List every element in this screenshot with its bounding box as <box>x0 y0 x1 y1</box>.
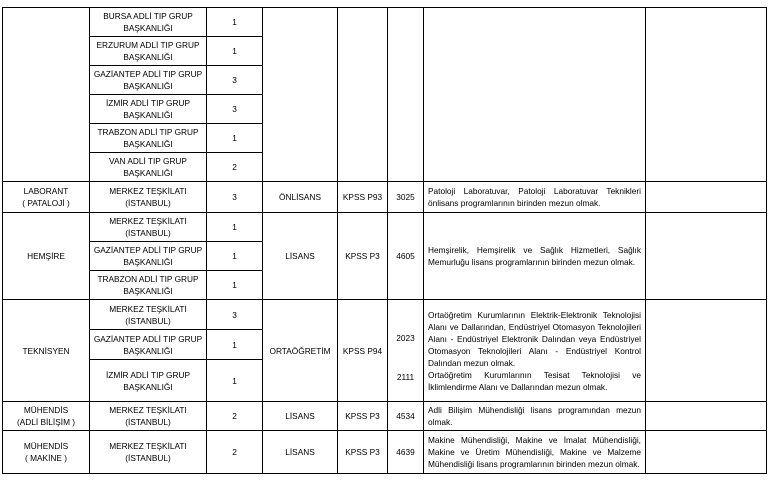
unit-cell: İZMİR ADLİ TIP GRUP BAŞKANLIĞI <box>90 95 207 124</box>
code-cell <box>388 300 424 402</box>
count-cell: 1 <box>207 330 263 360</box>
code-cell: 4639 <box>388 431 424 474</box>
empty-kpss-cell <box>338 8 388 182</box>
count-cell: 1 <box>207 124 263 153</box>
unit-cell: TRABZON ADLİ TIP GRUP BAŞKANLIĞI <box>90 124 207 153</box>
notes-cell <box>646 182 767 213</box>
notes-cell <box>646 402 767 431</box>
count-cell: 3 <box>207 182 263 213</box>
qualification-cell: Adli Bilişim Mühendisliği lisans programından mezun olmak. <box>424 402 646 431</box>
qualification-cell <box>424 300 646 402</box>
position-title <box>3 182 90 213</box>
count-cell: 3 <box>207 300 263 330</box>
muhendis-makine-row <box>3 431 767 474</box>
unit-cell: İZMİR ADLİ TIP GRUP BAŞKANLIĞI <box>90 360 207 402</box>
count-cell: 1 <box>207 213 263 242</box>
code-cell: 3025 <box>388 182 424 213</box>
unit-cell: MERKEZ TEŞKİLATI (İSTANBUL) <box>90 402 207 431</box>
position-title: TEKNİSYEN <box>3 300 90 402</box>
laborant-row <box>3 182 767 213</box>
education-cell: ÖNLİSANS <box>263 182 338 213</box>
count-cell: 1 <box>207 8 263 37</box>
position-title <box>3 431 90 474</box>
position-title: HEMŞİRE <box>3 213 90 300</box>
position-title <box>3 402 90 431</box>
position-title-line1: LABORANT <box>23 186 69 196</box>
education-cell: LİSANS <box>263 431 338 474</box>
unit-cell: TRABZON ADLİ TIP GRUP BAŞKANLIĞI <box>90 271 207 300</box>
qualification-cell: Patoloji Laboratuvar, Patoloji Laboratuvar Teknikleri önlisans programlarının birinden mezun olmak. <box>424 182 646 213</box>
education-cell: LİSANS <box>263 213 338 300</box>
code-2023: 2023 <box>396 333 415 343</box>
education-cell: LİSANS <box>263 402 338 431</box>
code-cell: 4605 <box>388 213 424 300</box>
kpss-cell: KPSS P94 <box>338 300 388 402</box>
count-cell: 2 <box>207 431 263 474</box>
qualification-2023: Ortaöğretim Kurumlarının Elektrik-Elektronik Teknolojisi Alanı ve Dallarından, Endüstriyel Otomasyon Teknolojileri Alanı - Endüstriyel Elektronik Dalından veya Endüstriyel Otomasyon Teknolojileri Alanı - Endüstriyel Kontrol Dalından mezun olmak. <box>428 309 641 368</box>
qualification-cell: Hemşirelik, Hemşirelik ve Sağlık Hizmetleri, Sağlık Memurluğu lisans programlarının birinden mezun olmak. <box>424 213 646 300</box>
table-row <box>3 8 767 37</box>
code-2111: 2111 <box>396 372 415 382</box>
education-cell: ORTAÖĞRETİM <box>263 300 338 402</box>
unit-cell: GAZİANTEP ADLİ TIP GRUP BAŞKANLIĞI <box>90 66 207 95</box>
qualification-cell: Makine Mühendisliği, Makine ve İmalat Mühendisliği, Makine ve Üretim Mühendisliği, Makine ve Malzeme Mühendisliği lisans programlarının birinden mezun olmak. <box>424 431 646 474</box>
position-title-line2: ( MAKİNE ) <box>25 453 67 463</box>
unit-cell: VAN ADLİ TIP GRUP BAŞKANLIĞI <box>90 153 207 182</box>
kpss-cell: KPSS P3 <box>338 213 388 300</box>
notes-cell <box>646 213 767 300</box>
position-title-line1: MÜHENDİS <box>23 405 69 415</box>
count-cell: 1 <box>207 360 263 402</box>
count-cell: 1 <box>207 37 263 66</box>
staff-recruitment-table <box>2 7 767 474</box>
empty-title-cell <box>3 8 90 182</box>
unit-cell: GAZİANTEP ADLİ TIP GRUP BAŞKANLIĞI <box>90 242 207 271</box>
unit-cell: MERKEZ TEŞKİLATI (İSTANBUL) <box>90 213 207 242</box>
unit-cell: GAZİANTEP ADLİ TIP GRUP BAŞKANLIĞI <box>90 330 207 360</box>
count-cell: 1 <box>207 271 263 300</box>
position-title-line1: MÜHENDİS <box>23 441 69 451</box>
code-cell: 4534 <box>388 402 424 431</box>
kpss-cell: KPSS P3 <box>338 402 388 431</box>
position-title-line2: ( PATALOJİ ) <box>22 198 70 208</box>
unit-cell: ERZURUM ADLİ TIP GRUP BAŞKANLIĞI <box>90 37 207 66</box>
qualification-2111: Ortaöğretim Kurumlarının Tesisat Teknolojisi ve İklimlendirme Alanı ve Dallarından mezun olmak. <box>428 369 641 392</box>
empty-notes-cell <box>646 8 767 182</box>
hemsire-row <box>3 213 767 242</box>
count-cell: 3 <box>207 66 263 95</box>
count-cell: 2 <box>207 153 263 182</box>
notes-cell <box>646 300 767 402</box>
position-title-line2: (ADLİ BİLİŞİM ) <box>16 417 76 427</box>
notes-cell <box>646 431 767 474</box>
empty-code-cell <box>388 8 424 182</box>
teknisyen-row <box>3 300 767 330</box>
count-cell: 3 <box>207 95 263 124</box>
kpss-cell: KPSS P93 <box>338 182 388 213</box>
count-cell: 2 <box>207 402 263 431</box>
unit-cell: MERKEZ TEŞKİLATI (İSTANBUL) <box>90 431 207 474</box>
empty-qualification-cell <box>424 8 646 182</box>
unit-cell: BURSA ADLİ TIP GRUP BAŞKANLIĞI <box>90 8 207 37</box>
muhendis-adli-row <box>3 402 767 431</box>
kpss-cell: KPSS P3 <box>338 431 388 474</box>
unit-cell: MERKEZ TEŞKİLATI (İSTANBUL) <box>90 182 207 213</box>
unit-cell: MERKEZ TEŞKİLATI (İSTANBUL) <box>90 300 207 330</box>
empty-education-cell <box>263 8 338 182</box>
count-cell: 1 <box>207 242 263 271</box>
